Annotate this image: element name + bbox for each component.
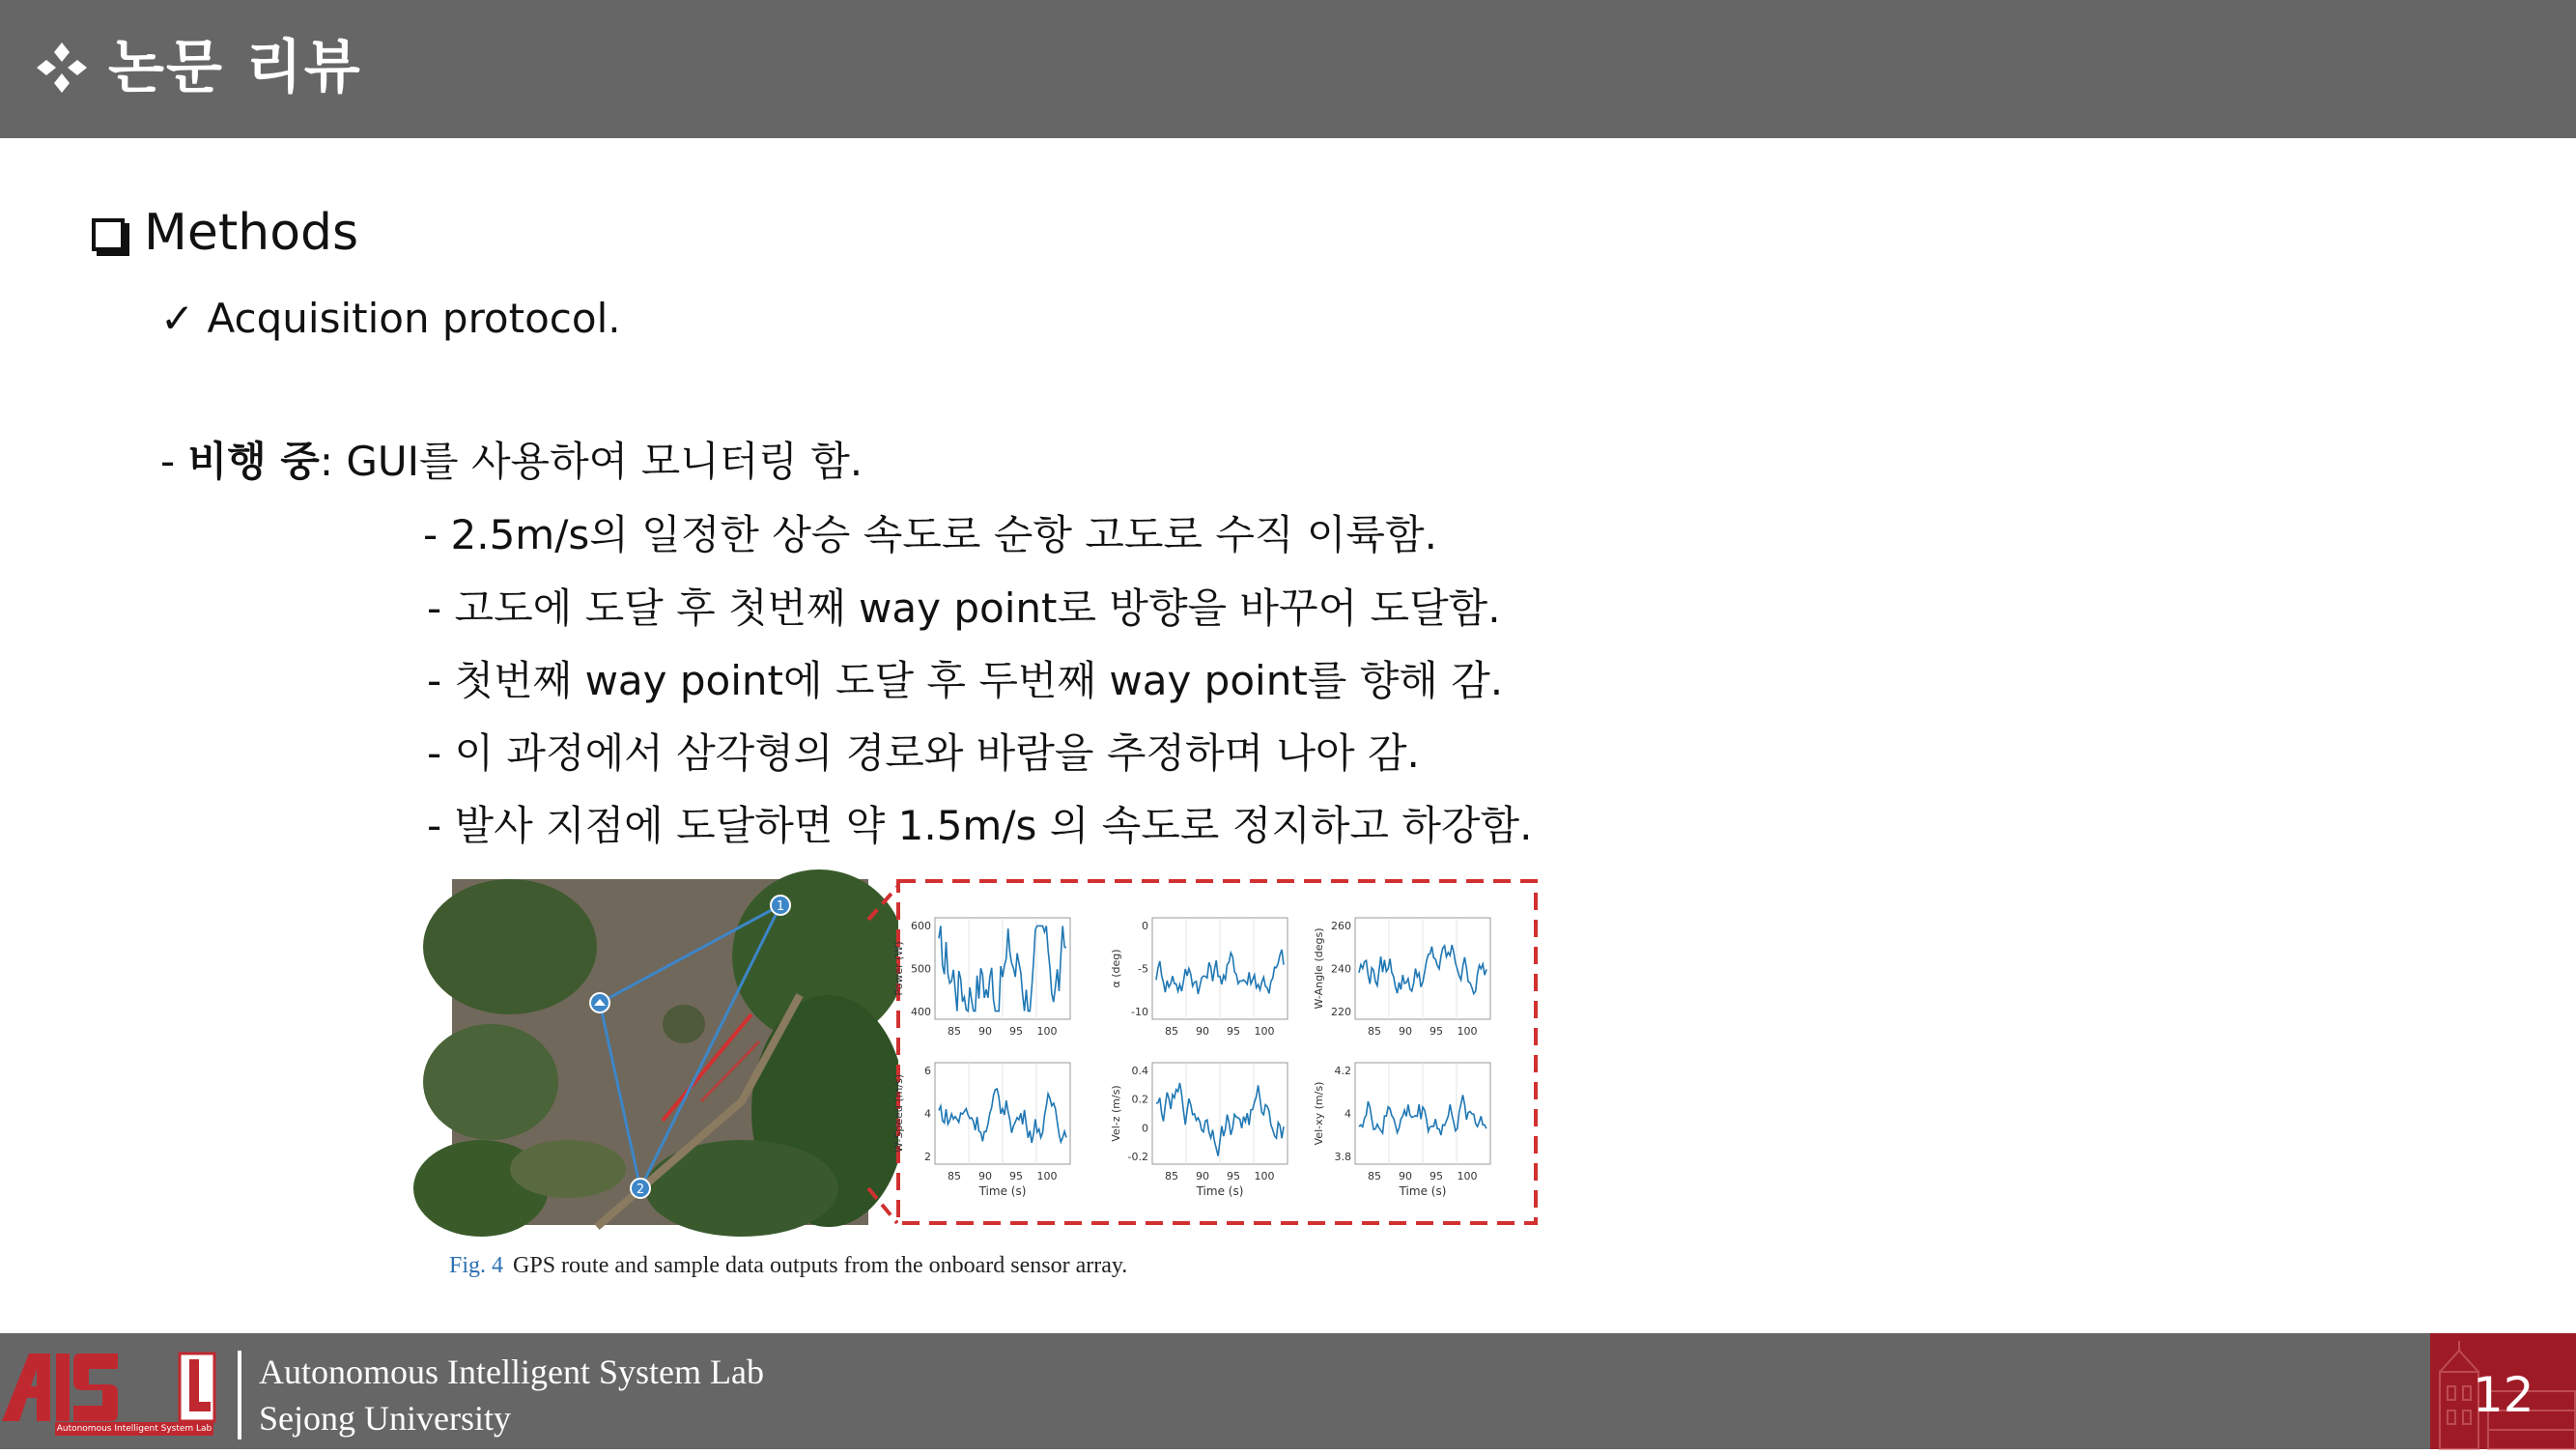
y-tick-label: -5 (1138, 962, 1148, 976)
waypoint-2-label: 2 (636, 1182, 645, 1197)
x-tick-label: 100 (1036, 1170, 1058, 1182)
y-tick-label: 260 (1331, 920, 1351, 932)
x-tick-label: 95 (1009, 1170, 1023, 1182)
x-tick-label: 85 (1368, 1170, 1381, 1182)
x-tick-label: 95 (1430, 1025, 1443, 1038)
x-tick-label: 90 (1399, 1025, 1412, 1038)
lab-name: Autonomous Intelligent System Lab (259, 1353, 764, 1391)
x-tick-label: 100 (1036, 1025, 1058, 1038)
sensor-plots-panel (892, 879, 1538, 1225)
y-tick-label: 6 (924, 1065, 931, 1077)
y-axis-label: Vel-xy (m/s) (1313, 1081, 1325, 1146)
title-bar (0, 0, 2576, 138)
section-heading (92, 199, 358, 267)
x-tick-label: 100 (1254, 1025, 1275, 1038)
during-flight-text: : GUI를 사용하여 모니터링 함. (319, 438, 863, 485)
gps-route-map (452, 879, 868, 1225)
y-axis-label: Vel-z (m/s) (1110, 1085, 1122, 1142)
y-axis-label: W-Speed (m/s) (892, 1073, 905, 1154)
y-axis-label: Power (W) (892, 941, 905, 996)
x-tick-label: 85 (1368, 1025, 1381, 1038)
step-item: - 2.5m/s의 일정한 상승 속도로 순항 고도로 수직 이륙함. (423, 511, 1437, 558)
y-tick-label: 220 (1331, 1006, 1351, 1018)
footer-divider (238, 1351, 241, 1439)
figure-label: Fig. 4 (449, 1253, 504, 1278)
y-tick-label: -0.2 (1127, 1151, 1148, 1163)
y-tick-label: 0 (1142, 1122, 1148, 1135)
x-tick-label: 90 (1196, 1025, 1209, 1038)
step-item: - 이 과정에서 삼각형의 경로와 바람을 추정하며 나아 감. (427, 729, 1420, 777)
x-tick-label: 95 (1227, 1170, 1240, 1182)
y-tick-label: 0.4 (1131, 1065, 1148, 1077)
x-tick-label: 95 (1227, 1025, 1240, 1038)
subsection-heading: ✓ Acquisition protocol. (160, 295, 621, 342)
x-tick-label: 100 (1457, 1170, 1478, 1182)
y-tick-label: 0.2 (1131, 1093, 1148, 1106)
four-diamond-icon (33, 39, 91, 97)
y-tick-label: 2 (924, 1151, 931, 1163)
x-tick-label: 95 (1009, 1025, 1023, 1038)
section-title: Methods (144, 204, 359, 262)
x-tick-label: 90 (1399, 1170, 1412, 1182)
page-number: 12 (2473, 1367, 2534, 1423)
x-tick-label: 85 (948, 1025, 961, 1038)
y-tick-label: -10 (1131, 1006, 1148, 1018)
x-tick-label: 100 (1254, 1170, 1275, 1182)
x-tick-label: 95 (1430, 1170, 1443, 1182)
x-tick-label: 85 (1165, 1170, 1178, 1182)
x-tick-label: 85 (1165, 1025, 1178, 1038)
during-flight-label: 비행 중 (187, 438, 320, 485)
waypoint-1-label: 1 (776, 899, 785, 914)
x-axis-label: Time (s) (1399, 1184, 1447, 1198)
y-tick-label: 4.2 (1334, 1065, 1351, 1077)
x-tick-label: 90 (978, 1170, 992, 1182)
y-axis-label: α (deg) (1110, 949, 1122, 988)
figure-caption (449, 1253, 1127, 1279)
x-tick-label: 90 (978, 1025, 992, 1038)
y-tick-label: 600 (911, 920, 931, 932)
y-tick-label: 240 (1331, 962, 1351, 976)
during-flight-line (160, 433, 863, 491)
step-item: - 고도에 도달 후 첫번째 way point로 방향을 바꾸어 도달함. (427, 584, 1501, 632)
y-tick-label: 0 (1142, 920, 1148, 932)
step-item: - 첫번째 way point에 도달 후 두번째 way point를 향해 감. (427, 657, 1504, 704)
x-tick-label: 100 (1457, 1025, 1478, 1038)
y-tick-label: 4 (924, 1107, 931, 1121)
university-name: Sejong University (259, 1399, 511, 1438)
dash: - (160, 438, 188, 485)
logo-subtitle: Autonomous Intelligent System Lab (56, 1424, 212, 1434)
y-axis-label: W-Angle (degs) (1313, 927, 1325, 1010)
x-axis-label: Time (s) (978, 1184, 1027, 1198)
page-title: 논문 리뷰 (108, 34, 362, 101)
x-tick-label: 85 (948, 1170, 961, 1182)
x-tick-label: 90 (1196, 1170, 1209, 1182)
figure-caption-text: GPS route and sample data outputs from the onboard sensor array. (513, 1253, 1128, 1278)
y-tick-label: 3.8 (1334, 1151, 1351, 1163)
y-tick-label: 400 (911, 1006, 931, 1018)
x-axis-label: Time (s) (1196, 1184, 1244, 1198)
y-tick-label: 500 (911, 962, 931, 976)
y-tick-label: 4 (1345, 1107, 1351, 1121)
step-item: - 발사 지점에 도달하면 약 1.5m/s 의 속도로 정지하고 하강함. (427, 802, 1533, 849)
square-bullet-icon (92, 218, 125, 251)
